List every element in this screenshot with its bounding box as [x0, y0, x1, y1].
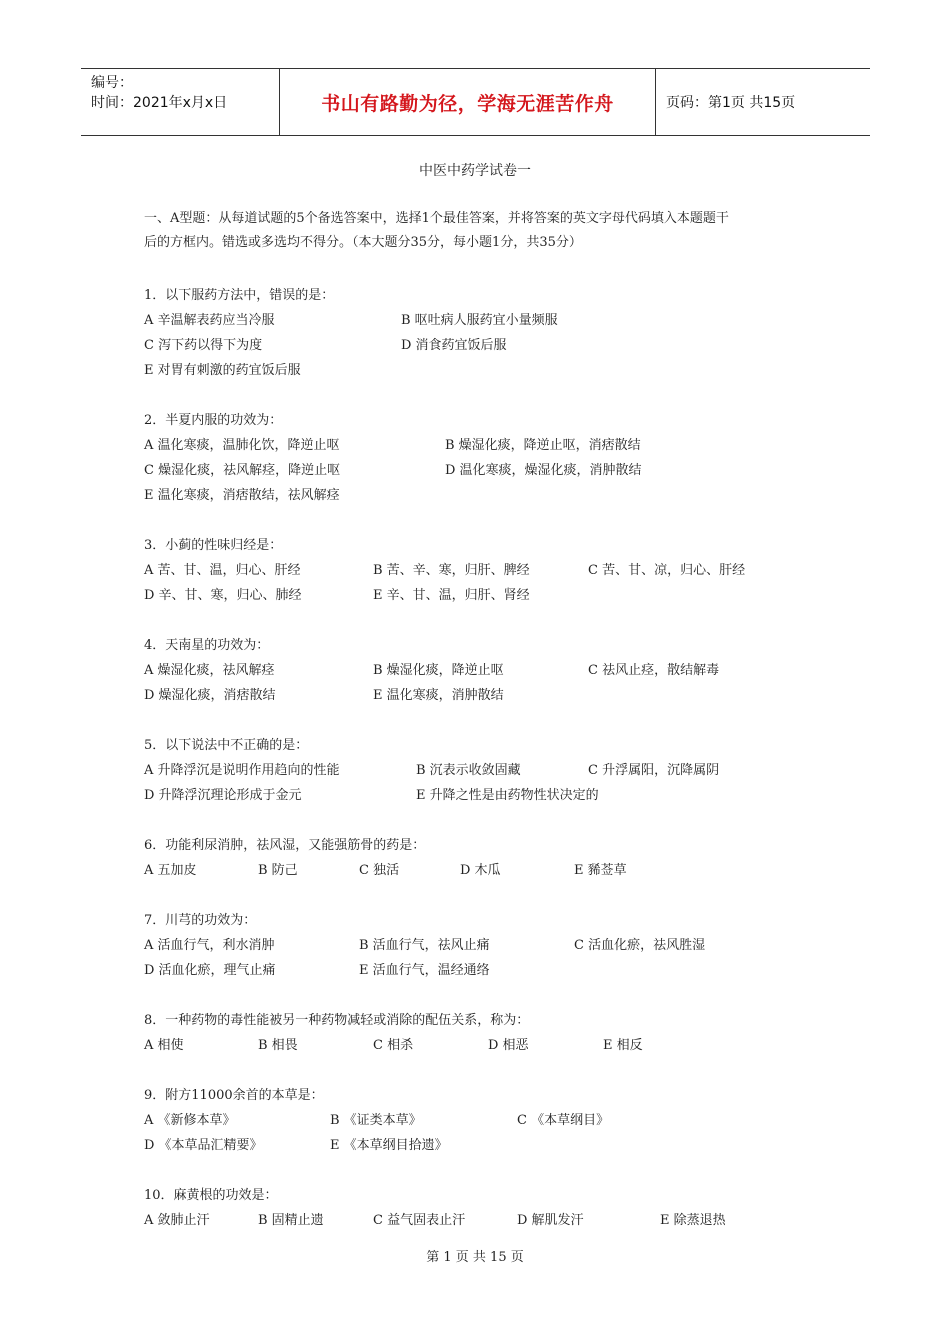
answer-option: C 苦、甘、凉，归心、肝经	[588, 563, 746, 578]
question-stem: 5．以下说法中不正确的是：	[144, 738, 309, 753]
option-row	[144, 1033, 824, 1058]
date-label: 时间：2021年x月x日	[91, 95, 228, 111]
header-motto: 书山有路勤为径，学海无涯苦作舟	[280, 69, 656, 135]
question-stem: 4．天南星的功效为：	[144, 638, 270, 653]
answer-option: D 消食药宜饭后服	[401, 338, 507, 353]
option-row	[144, 1208, 824, 1233]
header-page-code: 页码：第1页 共15页	[666, 95, 796, 111]
answer-option: E 相反	[603, 1038, 643, 1053]
answer-option: A 相使	[144, 1038, 184, 1053]
answer-option: B 苦、辛、寒，归肝、脾经	[373, 563, 530, 578]
option-row	[144, 933, 824, 958]
answer-option: B 燥湿化痰，降逆止呕	[373, 663, 504, 678]
page-footer: 第 1 页 共 15 页	[426, 1250, 524, 1265]
question-7	[144, 908, 824, 983]
question-stem: 7．川芎的功效为：	[144, 913, 257, 928]
answer-option: C 《本草纲目》	[517, 1113, 610, 1128]
option-row	[144, 658, 824, 683]
answer-option: D 木瓜	[460, 863, 501, 878]
question-stem: 1．以下服药方法中，错误的是：	[144, 288, 335, 303]
answer-option: B 《证类本草》	[330, 1113, 422, 1128]
answer-option: D 升降浮沉理论形成于金元	[144, 788, 302, 803]
option-row	[144, 458, 824, 483]
option-row	[144, 308, 824, 333]
option-row	[144, 1108, 824, 1133]
option-row	[144, 1133, 824, 1158]
question-stem: 9．附方11000余首的本草是：	[144, 1088, 324, 1103]
answer-option: A 活血行气，利水消肿	[144, 938, 275, 953]
answer-option: A 苦、甘、温，归心、肝经	[144, 563, 301, 578]
exam-title: 中医中药学试卷一	[419, 163, 531, 179]
answer-option: B 沉表示收敛固藏	[416, 763, 521, 778]
answer-option: C 泻下药以得下为度	[144, 338, 263, 353]
answer-option: A 燥湿化痰，祛风解痉	[144, 663, 275, 678]
question-9	[144, 1083, 824, 1158]
answer-option: A 升降浮沉是说明作用趋向的性能	[144, 763, 340, 778]
answer-option: C 燥湿化痰，祛风解痉，降逆止呕	[144, 463, 341, 478]
answer-option: D 燥湿化痰，消痞散结	[144, 688, 276, 703]
question-stem: 3．小蓟的性味归经是：	[144, 538, 283, 553]
answer-option: C 祛风止痉，散结解毒	[588, 663, 720, 678]
question-list	[144, 283, 824, 1258]
answer-option: D 解肌发汗	[517, 1213, 584, 1228]
question-5	[144, 733, 824, 808]
answer-option: C 独活	[359, 863, 400, 878]
number-label: 编号：	[91, 75, 133, 91]
answer-option: A 《新修本草》	[144, 1113, 236, 1128]
intro-line-1: 一、A型题：从每道试题的5个备选答案中，选择1个最佳答案，并将答案的英文字母代码填入本题题干	[144, 211, 729, 226]
option-row	[144, 483, 824, 508]
answer-option: C 升浮属阳，沉降属阴	[588, 763, 720, 778]
option-row	[144, 858, 824, 883]
question-2	[144, 408, 824, 508]
answer-option: D 《本草品汇精要》	[144, 1138, 263, 1153]
option-row	[144, 583, 824, 608]
answer-option: A 辛温解表药应当冷服	[144, 313, 275, 328]
question-stem: 10．麻黄根的功效是：	[144, 1188, 278, 1203]
answer-option: A 温化寒痰，温肺化饮，降逆止呕	[144, 438, 340, 453]
answer-option: B 活血行气，祛风止痛	[359, 938, 490, 953]
option-row	[144, 558, 824, 583]
answer-option: B 呕吐病人服药宜小量频服	[401, 313, 558, 328]
option-row	[144, 958, 824, 983]
question-stem: 6．功能利尿消肿，祛风湿，又能强筋骨的药是：	[144, 838, 426, 853]
answer-option: B 固精止遗	[258, 1213, 324, 1228]
question-1	[144, 283, 824, 383]
answer-option: E 温化寒痰，消痞散结，祛风解痉	[144, 488, 340, 503]
answer-option: B 相畏	[258, 1038, 298, 1053]
option-row	[144, 358, 824, 383]
header-info-cell	[81, 69, 280, 135]
answer-option: A 五加皮	[144, 863, 197, 878]
answer-option: D 相恶	[488, 1038, 529, 1053]
answer-option: E 活血行气，温经通络	[359, 963, 490, 978]
answer-option: E 豨莶草	[574, 863, 627, 878]
question-10	[144, 1183, 824, 1233]
question-3	[144, 533, 824, 608]
answer-option: D 辛、甘、寒，归心、肺经	[144, 588, 302, 603]
question-stem: 8．一种药物的毒性能被另一种药物减轻或消除的配伍关系，称为：	[144, 1013, 530, 1028]
question-6	[144, 833, 824, 883]
question-stem: 2．半夏内服的功效为：	[144, 413, 283, 428]
option-row	[144, 333, 824, 358]
option-row	[144, 783, 824, 808]
answer-option: E 对胃有刺激的药宜饭后服	[144, 363, 301, 378]
answer-option: E 升降之性是由药物性状决定的	[416, 788, 599, 803]
answer-option: C 益气固表止汗	[373, 1213, 466, 1228]
answer-option: E 辛、甘、温，归肝、肾经	[373, 588, 530, 603]
answer-option: E 除蒸退热	[660, 1213, 726, 1228]
intro-line-2: 后的方框内。错选或多选均不得分。（本大题分35分，每小题1分，共35分）	[144, 235, 582, 250]
question-4	[144, 633, 824, 708]
option-row	[144, 433, 824, 458]
answer-option: B 防己	[258, 863, 298, 878]
answer-option: A 敛肺止汗	[144, 1213, 210, 1228]
option-row	[144, 758, 824, 783]
answer-option: E 《本草纲目拾遗》	[330, 1138, 448, 1153]
answer-option: E 温化寒痰，消肿散结	[373, 688, 504, 703]
answer-option: D 温化寒痰，燥湿化痰，消肿散结	[445, 463, 642, 478]
page-header	[81, 68, 870, 136]
answer-option: C 活血化瘀，祛风胜湿	[574, 938, 706, 953]
question-8	[144, 1008, 824, 1058]
answer-option: D 活血化瘀，理气止痛	[144, 963, 276, 978]
section-intro	[144, 207, 814, 255]
option-row	[144, 683, 824, 708]
answer-option: B 燥湿化痰，降逆止呕，消痞散结	[445, 438, 641, 453]
answer-option: C 相杀	[373, 1038, 414, 1053]
